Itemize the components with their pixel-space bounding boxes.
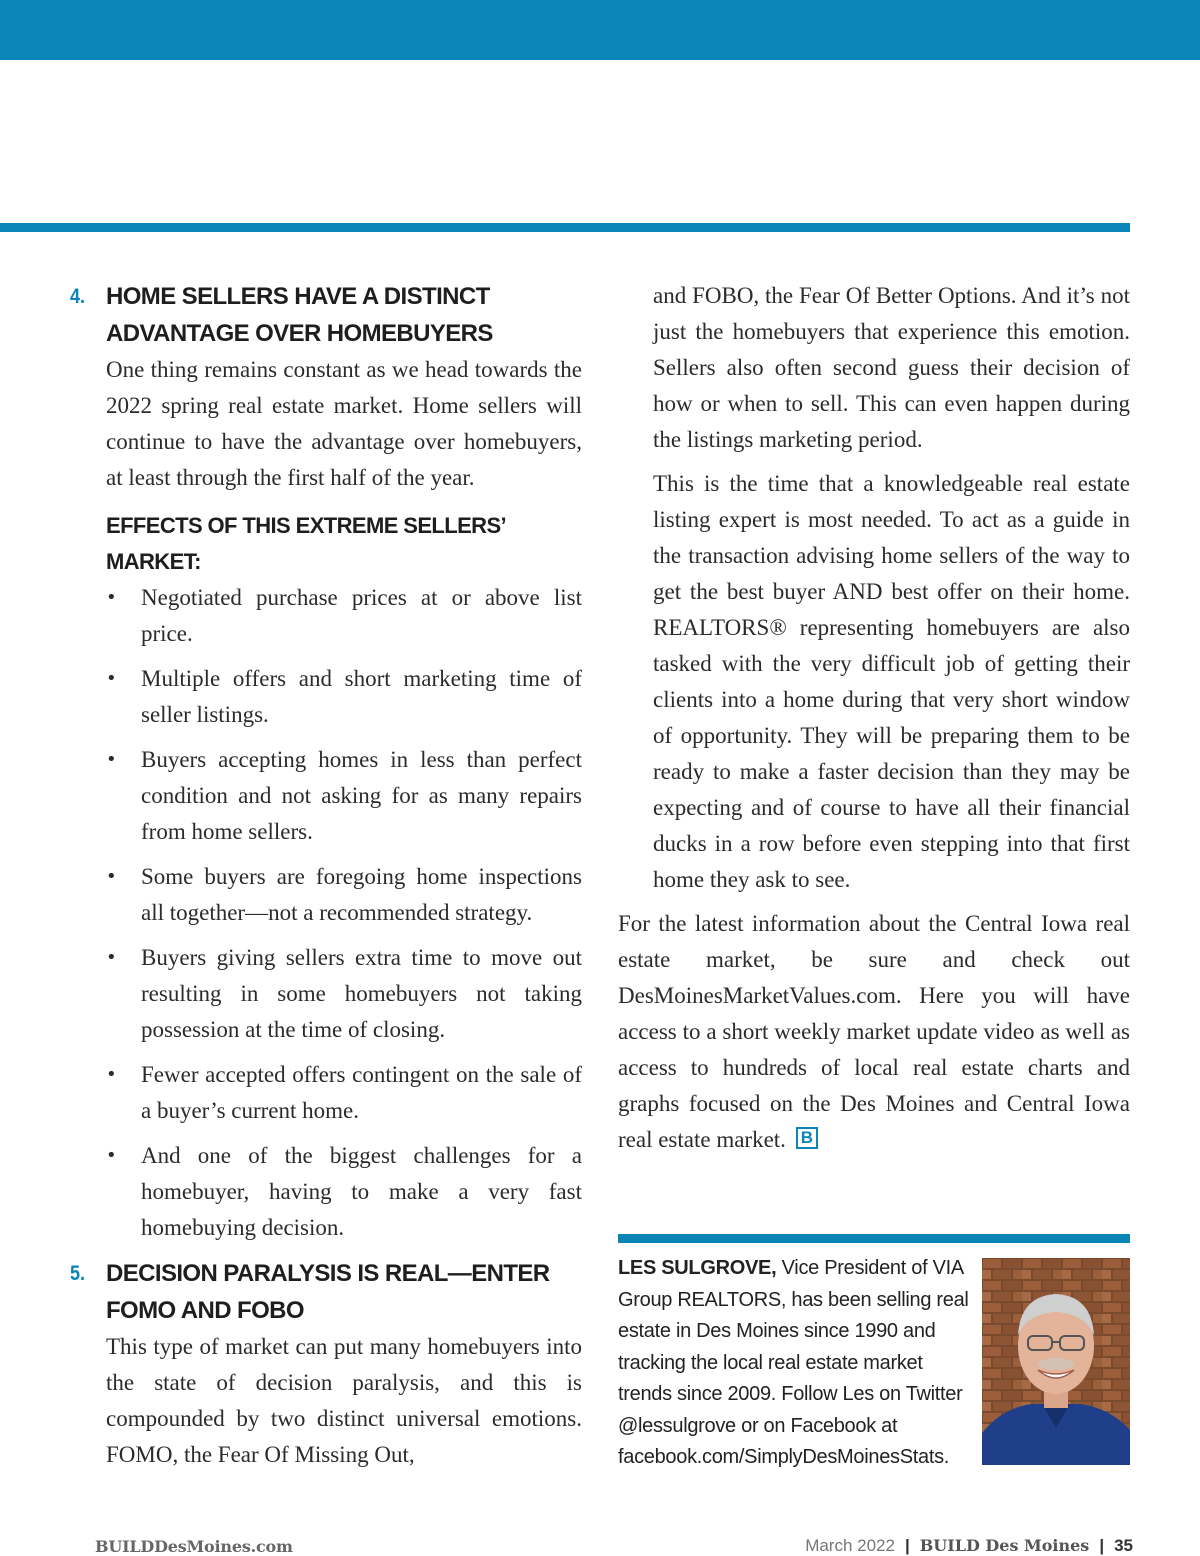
section-4-title: HOME SELLERS HAVE A DISTINCT ADVANTAGE OVER HOMEBUYERS	[106, 283, 493, 347]
header-rule	[0, 223, 1130, 232]
bullet-icon: •	[106, 668, 117, 689]
bullet-icon: •	[106, 1145, 117, 1166]
author-bio	[618, 1253, 978, 1474]
author-portrait	[982, 1258, 1130, 1465]
section-5-number: 5.	[70, 1262, 86, 1285]
top-color-bar	[0, 0, 1200, 60]
footer-website: BUILDDesMoines.com	[95, 1537, 293, 1556]
section-5-title: DECISION PARALYSIS IS REAL—ENTER FOMO AND FOBO	[106, 1260, 550, 1324]
right-column	[618, 278, 1130, 1158]
effects-subheading: EFFECTS OF THIS EXTREME SELLERS’ MARKET:	[106, 513, 505, 574]
list-item: • Some buyers are foregoing home inspections all together—not a recommended strategy.	[106, 859, 582, 931]
section-4-intro: One thing remains constant as we head towards the 2022 spring real estate market. Home sellers will continue to have the advantage over homebuyers, at least through the first half of the year.	[106, 357, 582, 490]
author-name: LES SULGROVE,	[618, 1257, 777, 1279]
list-item: • Fewer accepted offers contingent on the sale of a buyer’s current home.	[106, 1057, 582, 1129]
footer-separator: |	[904, 1536, 910, 1555]
author-bio-text: Vice President of VIA Group REALTORS, has been selling real estate in Des Moines since 1990 and tracking the local real estate market trends since 2009. Follow Les on Twitter @lessulgrove or on Facebook at facebook.com/SimplyDesMoinesStats.	[618, 1257, 969, 1468]
section-5-heading	[70, 1255, 582, 1329]
bullet-icon: •	[106, 749, 117, 770]
bullet-icon: •	[106, 1064, 117, 1085]
closing-paragraph-text: For the latest information about the Central Iowa real estate market, be sure and check out DesMoinesMarketValues.com. Here you will have access to a short weekly market update video as well as access to hundreds of local real estate charts and graphs focused on the Des Moines and Central Iowa real estate market.	[618, 911, 1130, 1152]
footer-issue-info	[805, 1536, 1133, 1556]
list-item: • Buyers accepting homes in less than perfect condition and not asking for as many repairs from home sellers.	[106, 742, 582, 850]
footer-separator: |	[1099, 1536, 1105, 1555]
bullet-icon: •	[106, 866, 117, 887]
bio-rule	[618, 1234, 1130, 1243]
fobo-paragraph: and FOBO, the Fear Of Better Options. And it’s not just the homebuyers that experience this emotion. Sellers also often second guess their decision of how or when to sell. This can even happen during the listings marketing period.	[653, 283, 1130, 452]
section-4-heading	[70, 278, 582, 352]
footer-publication: BUILD Des Moines	[919, 1536, 1090, 1555]
list-item: • Buyers giving sellers extra time to move out resulting in some homebuyers not taking possession at the time of closing.	[106, 940, 582, 1048]
section-4-number: 4.	[70, 285, 86, 308]
footer-issue-date: March 2022	[805, 1536, 895, 1555]
closing-paragraph	[618, 906, 1130, 1158]
listing-expert-paragraph: This is the time that a knowledgeable real estate listing expert is most needed. To act as a guide in the transaction advising home sellers of the way to get the best buyer AND best offer on their home. REALTORS® representing homebuyers are also tasked with the very difficult job of getting their clients into a home during that very short window of opportunity. They will be preparing them to be ready to make a faster decision than they may be expecting and of course to have all their financial ducks in a row before even stepping into that first home they ask to see.	[653, 471, 1130, 892]
build-end-mark-icon: B	[796, 1127, 818, 1149]
list-item: • And one of the biggest challenges for a homebuyer, having to make a very fast homebuying decision.	[106, 1138, 582, 1246]
effects-list	[70, 580, 582, 1246]
list-item: • Multiple offers and short marketing time of seller listings.	[106, 661, 582, 733]
page-number: 35	[1114, 1536, 1133, 1555]
left-column	[70, 278, 582, 1473]
bullet-icon: •	[106, 947, 117, 968]
section-5-intro: This type of market can put many homebuyers into the state of decision paralysis, and this is compounded by two distinct universal emotions. FOMO, the Fear Of Missing Out,	[106, 1334, 582, 1467]
list-item: • Negotiated purchase prices at or above list price.	[106, 580, 582, 652]
bullet-icon: •	[106, 587, 117, 608]
